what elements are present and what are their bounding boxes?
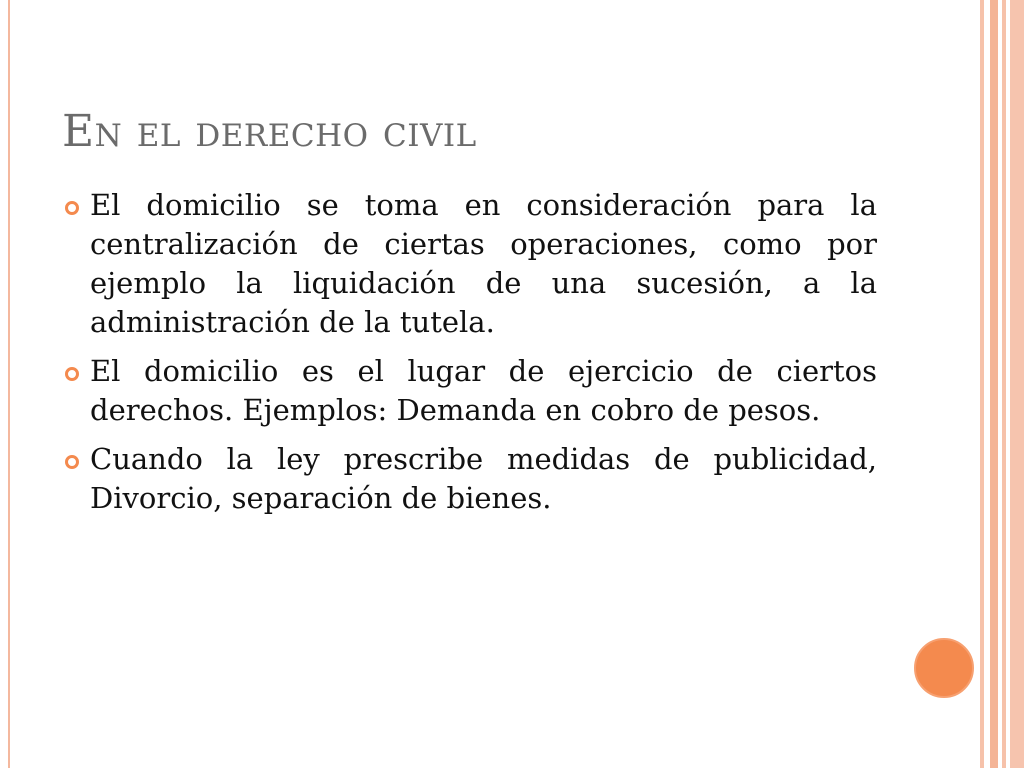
bullet-item	[62, 440, 877, 518]
bullet-item	[62, 352, 877, 430]
left-border-line	[8, 0, 10, 768]
bullet-text: Cuando la ley prescribe medidas de publicidad, Divorcio, separación de bienes.	[90, 442, 877, 515]
bullet-text: El domicilio se toma en consideración para la centralización de ciertas operaciones, como por ejemplo la liquidación de una sucesión, a la administración de la tutela.	[90, 188, 877, 339]
right-bar	[1010, 0, 1024, 768]
bullet-item	[62, 186, 877, 342]
bullet-ring-icon	[62, 440, 90, 480]
bullet-ring-icon	[62, 186, 90, 226]
slide-title: En el derecho civil	[62, 106, 477, 157]
right-bar	[990, 0, 998, 768]
bullet-list	[62, 186, 877, 528]
right-decorative-bars	[980, 0, 1024, 768]
decorative-circle	[914, 638, 974, 698]
right-bar	[1002, 0, 1006, 768]
bullet-text: El domicilio es el lugar de ejercicio de ciertos derechos. Ejemplos: Demanda en cobro de pesos.	[90, 354, 877, 427]
bullet-ring-icon	[62, 352, 90, 392]
right-bar	[980, 0, 984, 768]
